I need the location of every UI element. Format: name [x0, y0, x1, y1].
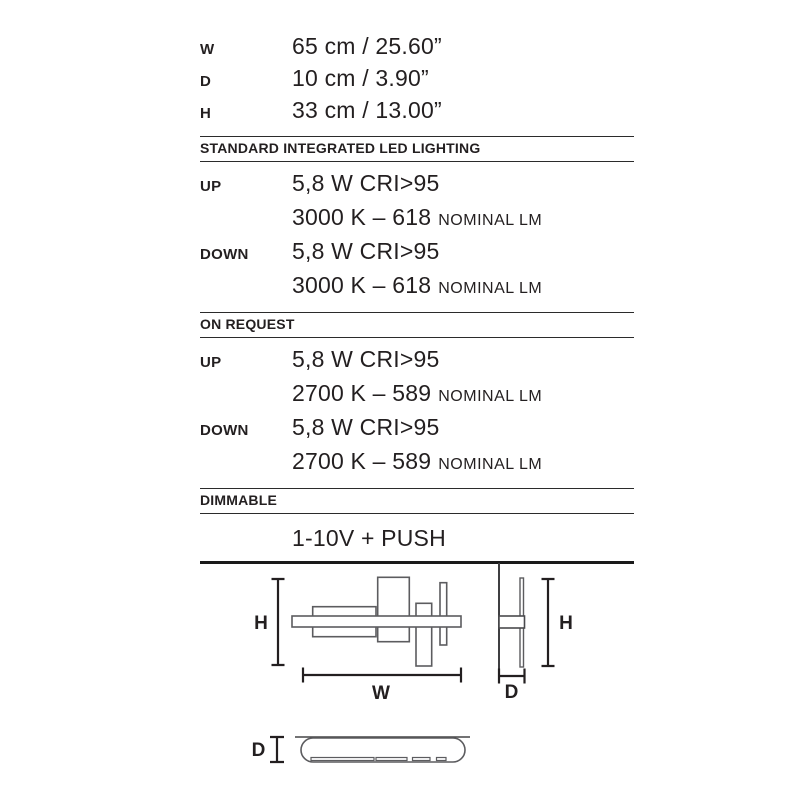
front-center-panel [378, 577, 410, 641]
width-dimension-line [303, 668, 461, 683]
direction-label: DOWN [200, 246, 249, 263]
height-dimension-label: H [254, 613, 268, 634]
bottom-fixture-shapes [295, 737, 470, 762]
led-spec-value: 3000 K – 618 [292, 272, 432, 298]
bottom-dimension-lines [270, 737, 284, 762]
dimmable-row [200, 523, 634, 557]
lumen-unit-label: NOMINAL LM [438, 212, 543, 229]
bottom-slot [437, 758, 447, 761]
led-row [200, 236, 634, 270]
bottom-view-drawing [240, 723, 480, 788]
led-row [200, 378, 634, 412]
front-horizontal-bar [292, 616, 461, 627]
depth-dimension-line [270, 737, 284, 762]
height-dimension-label: H [559, 613, 573, 634]
led-row [200, 344, 634, 378]
dimensions-block [200, 32, 634, 128]
depth-dimension-label: D [251, 740, 266, 761]
side-bar-cross-section [499, 616, 525, 628]
led-row [200, 446, 634, 480]
on-request-rows [200, 344, 634, 480]
front-view-drawing [240, 570, 482, 710]
dimension-row-height [200, 96, 634, 128]
depth-dimension-label: D [504, 682, 519, 703]
side-view-drawing [492, 560, 590, 710]
led-row [200, 202, 634, 236]
front-thin-strip [440, 583, 447, 645]
dimension-label: H [200, 105, 212, 122]
dimension-row-depth [200, 64, 634, 96]
led-spec-value: 5,8 W CRI>95 [292, 238, 440, 264]
dimension-row-width [200, 32, 634, 64]
height-dimension-line [542, 579, 555, 666]
led-spec-value: 2700 K – 589 [292, 448, 432, 474]
dimension-value: 10 cm / 3.90” [292, 65, 429, 91]
direction-label: UP [200, 354, 222, 371]
dimension-value: 33 cm / 13.00” [292, 97, 442, 123]
lumen-unit-label: NOMINAL LM [438, 456, 543, 473]
side-dimension-lines [499, 579, 555, 684]
dimmable-value: 1-10V + PUSH [292, 525, 446, 551]
height-dimension-line [272, 579, 285, 665]
lumen-unit-label: NOMINAL LM [438, 388, 543, 405]
section-header-on-request: ON REQUEST [200, 312, 634, 338]
led-spec-value: 3000 K – 618 [292, 204, 432, 230]
side-fixture-shapes [499, 563, 525, 670]
section-header-standard-led: STANDARD INTEGRATED LED LIGHTING [200, 136, 634, 162]
standard-led-rows [200, 168, 634, 304]
dimension-label: W [200, 41, 215, 58]
front-fixture-shapes [292, 577, 461, 666]
lumen-unit-label: NOMINAL LM [438, 280, 543, 297]
front-right-panel [416, 603, 432, 666]
dimension-label: D [200, 73, 212, 90]
led-row [200, 270, 634, 304]
direction-label: UP [200, 178, 222, 195]
led-spec-value: 5,8 W CRI>95 [292, 346, 440, 372]
specification-table [200, 32, 634, 564]
section-header-dimmable: DIMMABLE [200, 488, 634, 514]
bottom-slots [311, 758, 446, 761]
led-spec-value: 5,8 W CRI>95 [292, 170, 440, 196]
led-spec-value: 2700 K – 589 [292, 380, 432, 406]
width-dimension-label: W [372, 683, 390, 704]
dimension-value: 65 cm / 25.60” [292, 33, 442, 59]
bottom-slot [376, 758, 407, 761]
front-view-svg [240, 570, 482, 705]
bottom-slot [413, 758, 431, 761]
direction-label: DOWN [200, 422, 249, 439]
side-view-svg [492, 560, 590, 705]
led-row [200, 168, 634, 202]
led-row [200, 412, 634, 446]
led-spec-value: 5,8 W CRI>95 [292, 414, 440, 440]
bottom-view-svg [240, 723, 480, 783]
bottom-slot [311, 758, 374, 761]
